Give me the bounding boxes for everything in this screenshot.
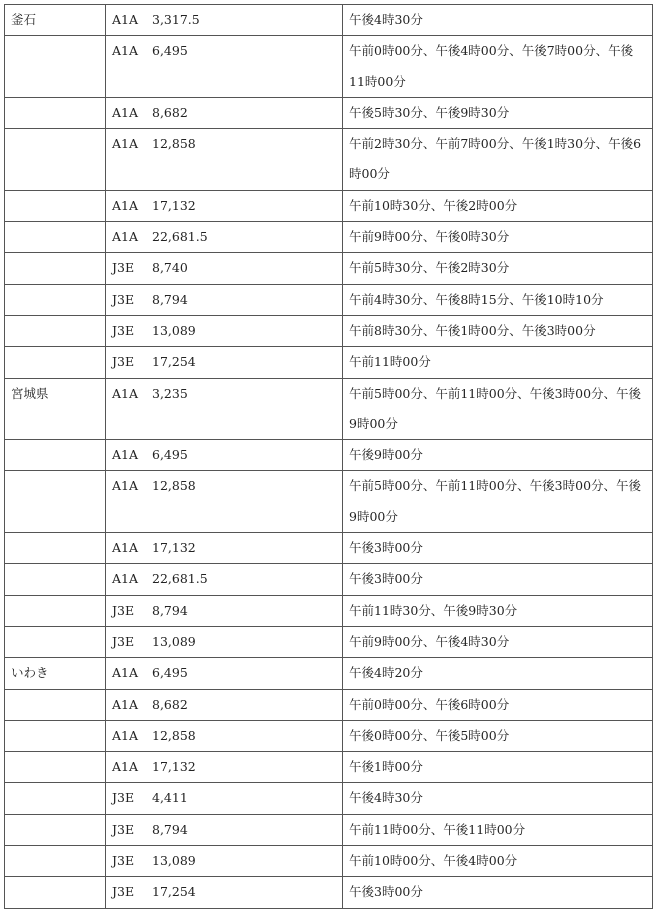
- broadcast-times-cell: [343, 129, 653, 191]
- emission-mode: A1A: [112, 727, 139, 743]
- table-row: [5, 564, 653, 595]
- table-row: [5, 689, 653, 720]
- frequency-value: 13,089: [152, 633, 196, 649]
- broadcast-times: 午後5時30分、午後9時30分: [349, 104, 510, 120]
- emission-mode: A1A: [112, 197, 139, 213]
- broadcast-times-cell: [343, 626, 653, 657]
- emission-mode: J3E: [112, 260, 135, 276]
- emission-mode: J3E: [112, 853, 135, 869]
- broadcast-times-cell: [343, 814, 653, 845]
- frequency-cell: [106, 36, 343, 98]
- broadcast-times: 午前5時00分、午前11時00分、午後3時00分、午後9時00分: [349, 385, 642, 431]
- emission-mode: A1A: [112, 696, 139, 712]
- station-cell: [5, 253, 106, 284]
- table-row: [5, 440, 653, 471]
- frequency-value: 8,794: [152, 821, 188, 837]
- table-row: [5, 284, 653, 315]
- frequency-cell: [106, 689, 343, 720]
- broadcast-times: 午後4時20分: [349, 665, 423, 681]
- broadcast-times: 午前9時00分、午後4時30分: [349, 633, 510, 649]
- frequency-value: 6,495: [152, 43, 188, 59]
- broadcast-times: 午前9時00分、午後0時30分: [349, 229, 510, 245]
- broadcast-times: 午前0時00分、午後4時00分、午後7時00分、午後11時00分: [349, 43, 634, 89]
- station-cell: [5, 97, 106, 128]
- table-row: [5, 222, 653, 253]
- station-cell: [5, 315, 106, 346]
- table-row: [5, 347, 653, 378]
- emission-mode: A1A: [112, 385, 139, 401]
- broadcast-times-cell: [343, 595, 653, 626]
- broadcast-times: 午前11時00分: [349, 354, 431, 370]
- frequency-value: 12,858: [152, 727, 196, 743]
- emission-mode: J3E: [112, 322, 135, 338]
- emission-mode: A1A: [112, 571, 139, 587]
- emission-mode: A1A: [112, 759, 139, 775]
- broadcast-times-cell: [343, 471, 653, 533]
- emission-mode: A1A: [112, 665, 139, 681]
- emission-mode: A1A: [112, 540, 139, 556]
- frequency-value: 12,858: [152, 136, 196, 152]
- emission-mode: A1A: [112, 12, 139, 27]
- frequency-cell: [106, 97, 343, 128]
- station-cell: [5, 783, 106, 814]
- table-row: [5, 877, 653, 908]
- frequency-cell: [106, 752, 343, 783]
- table-row: [5, 720, 653, 751]
- emission-mode: J3E: [112, 790, 135, 806]
- table-row: [5, 378, 653, 440]
- station-cell: [5, 752, 106, 783]
- frequency-cell: [106, 284, 343, 315]
- station-cell: [5, 626, 106, 657]
- broadcast-times: 午前4時30分、午後8時15分、午後10時10分: [349, 291, 604, 307]
- emission-mode: A1A: [112, 478, 139, 494]
- broadcast-times-cell: [343, 5, 653, 36]
- broadcast-times-cell: [343, 846, 653, 877]
- broadcast-times-cell: [343, 720, 653, 751]
- frequency-cell: [106, 253, 343, 284]
- table-row: [5, 5, 653, 36]
- emission-mode: A1A: [112, 447, 139, 463]
- frequency-value: 8,682: [152, 696, 188, 712]
- broadcast-times-cell: [343, 347, 653, 378]
- broadcast-times: 午後3時00分: [349, 571, 423, 587]
- broadcast-times-cell: [343, 689, 653, 720]
- broadcast-times: 午後3時00分: [349, 884, 423, 900]
- broadcast-times-cell: [343, 378, 653, 440]
- broadcast-times-cell: [343, 190, 653, 221]
- emission-mode: J3E: [112, 884, 135, 900]
- frequency-cell: [106, 347, 343, 378]
- frequency-value: 8,794: [152, 291, 188, 307]
- station-cell: [5, 564, 106, 595]
- station-cell: [5, 284, 106, 315]
- broadcast-times-cell: [343, 783, 653, 814]
- table-row: [5, 36, 653, 98]
- broadcast-times: 午前11時00分、午後11時00分: [349, 821, 526, 837]
- frequency-cell: [106, 315, 343, 346]
- frequency-value: 17,132: [152, 197, 196, 213]
- frequency-value: 17,132: [152, 540, 196, 556]
- station-cell: いわき: [5, 658, 106, 689]
- broadcast-times: 午後9時00分: [349, 447, 423, 463]
- broadcast-times: 午後3時00分: [349, 540, 423, 556]
- frequency-value: 22,681.5: [152, 571, 208, 587]
- frequency-cell: [106, 783, 343, 814]
- emission-mode: J3E: [112, 633, 135, 649]
- broadcast-times-cell: [343, 564, 653, 595]
- station-cell: 釜石: [5, 5, 106, 36]
- station-cell: [5, 190, 106, 221]
- frequency-value: 6,495: [152, 447, 188, 463]
- frequency-cell: [106, 846, 343, 877]
- frequency-value: 13,089: [152, 322, 196, 338]
- frequency-cell: [106, 877, 343, 908]
- emission-mode: A1A: [112, 43, 139, 59]
- table-row: [5, 471, 653, 533]
- broadcast-times: 午前10時00分、午後4時00分: [349, 853, 518, 869]
- frequency-cell: [106, 564, 343, 595]
- emission-mode: A1A: [112, 136, 139, 152]
- broadcast-times-cell: [343, 877, 653, 908]
- frequency-cell: [106, 658, 343, 689]
- frequency-schedule-table: [4, 4, 653, 909]
- table-row: [5, 190, 653, 221]
- table-row: [5, 129, 653, 191]
- broadcast-times: 午後4時30分: [349, 12, 423, 27]
- broadcast-times-cell: [343, 315, 653, 346]
- broadcast-times-cell: [343, 253, 653, 284]
- broadcast-times-cell: [343, 440, 653, 471]
- broadcast-times-cell: [343, 97, 653, 128]
- frequency-cell: [106, 129, 343, 191]
- frequency-cell: [106, 471, 343, 533]
- table-row: [5, 626, 653, 657]
- frequency-cell: [106, 595, 343, 626]
- broadcast-times: 午前0時00分、午後6時00分: [349, 696, 510, 712]
- emission-mode: J3E: [112, 354, 135, 370]
- frequency-value: 8,740: [152, 260, 188, 276]
- station-cell: [5, 846, 106, 877]
- table-row: [5, 814, 653, 845]
- frequency-cell: [106, 533, 343, 564]
- station-cell: [5, 533, 106, 564]
- frequency-cell: [106, 222, 343, 253]
- station-cell: [5, 689, 106, 720]
- broadcast-times: 午前11時30分、午後9時30分: [349, 602, 518, 618]
- table-row: [5, 846, 653, 877]
- frequency-value: 17,254: [152, 354, 196, 370]
- station-cell: 宮城県: [5, 378, 106, 440]
- frequency-value: 13,089: [152, 853, 196, 869]
- table-row: [5, 315, 653, 346]
- frequency-value: 17,132: [152, 759, 196, 775]
- frequency-value: 8,794: [152, 602, 188, 618]
- frequency-value: 17,254: [152, 884, 196, 900]
- table-body: [5, 5, 653, 909]
- frequency-value: 22,681.5: [152, 229, 208, 245]
- frequency-cell: [106, 626, 343, 657]
- frequency-value: 8,682: [152, 104, 188, 120]
- frequency-cell: [106, 720, 343, 751]
- broadcast-times-cell: [343, 533, 653, 564]
- station-cell: [5, 129, 106, 191]
- frequency-cell: [106, 814, 343, 845]
- broadcast-times: 午前2時30分、午前7時00分、午後1時30分、午後6時00分: [349, 136, 642, 182]
- table-row: [5, 253, 653, 284]
- emission-mode: A1A: [112, 229, 139, 245]
- broadcast-times: 午前10時30分、午後2時00分: [349, 197, 518, 213]
- frequency-value: 6,495: [152, 665, 188, 681]
- frequency-value: 4,411: [152, 790, 188, 806]
- station-cell: [5, 347, 106, 378]
- table-row: [5, 97, 653, 128]
- emission-mode: J3E: [112, 291, 135, 307]
- broadcast-times: 午後4時30分: [349, 790, 423, 806]
- station-cell: [5, 814, 106, 845]
- station-cell: [5, 877, 106, 908]
- station-cell: [5, 471, 106, 533]
- station-cell: [5, 36, 106, 98]
- frequency-value: 3,235: [152, 385, 188, 401]
- table-row: [5, 595, 653, 626]
- frequency-cell: [106, 5, 343, 36]
- emission-mode: J3E: [112, 602, 135, 618]
- broadcast-times-cell: [343, 658, 653, 689]
- emission-mode: J3E: [112, 821, 135, 837]
- frequency-cell: [106, 440, 343, 471]
- broadcast-times: 午後0時00分、午後5時00分: [349, 727, 510, 743]
- broadcast-times-cell: [343, 36, 653, 98]
- emission-mode: A1A: [112, 104, 139, 120]
- table-row: [5, 783, 653, 814]
- broadcast-times: 午前5時00分、午前11時00分、午後3時00分、午後9時00分: [349, 478, 642, 524]
- frequency-value: 12,858: [152, 478, 196, 494]
- frequency-value: 3,317.5: [152, 12, 200, 27]
- table-row: [5, 533, 653, 564]
- broadcast-times-cell: [343, 222, 653, 253]
- frequency-cell: [106, 378, 343, 440]
- broadcast-times: 午前5時30分、午後2時30分: [349, 260, 510, 276]
- station-cell: [5, 720, 106, 751]
- broadcast-times-cell: [343, 284, 653, 315]
- broadcast-times: 午前8時30分、午後1時00分、午後3時00分: [349, 322, 596, 338]
- table-row: [5, 752, 653, 783]
- table-row: [5, 658, 653, 689]
- station-cell: [5, 440, 106, 471]
- broadcast-times: 午後1時00分: [349, 759, 423, 775]
- station-cell: [5, 595, 106, 626]
- broadcast-times-cell: [343, 752, 653, 783]
- station-cell: [5, 222, 106, 253]
- frequency-cell: [106, 190, 343, 221]
